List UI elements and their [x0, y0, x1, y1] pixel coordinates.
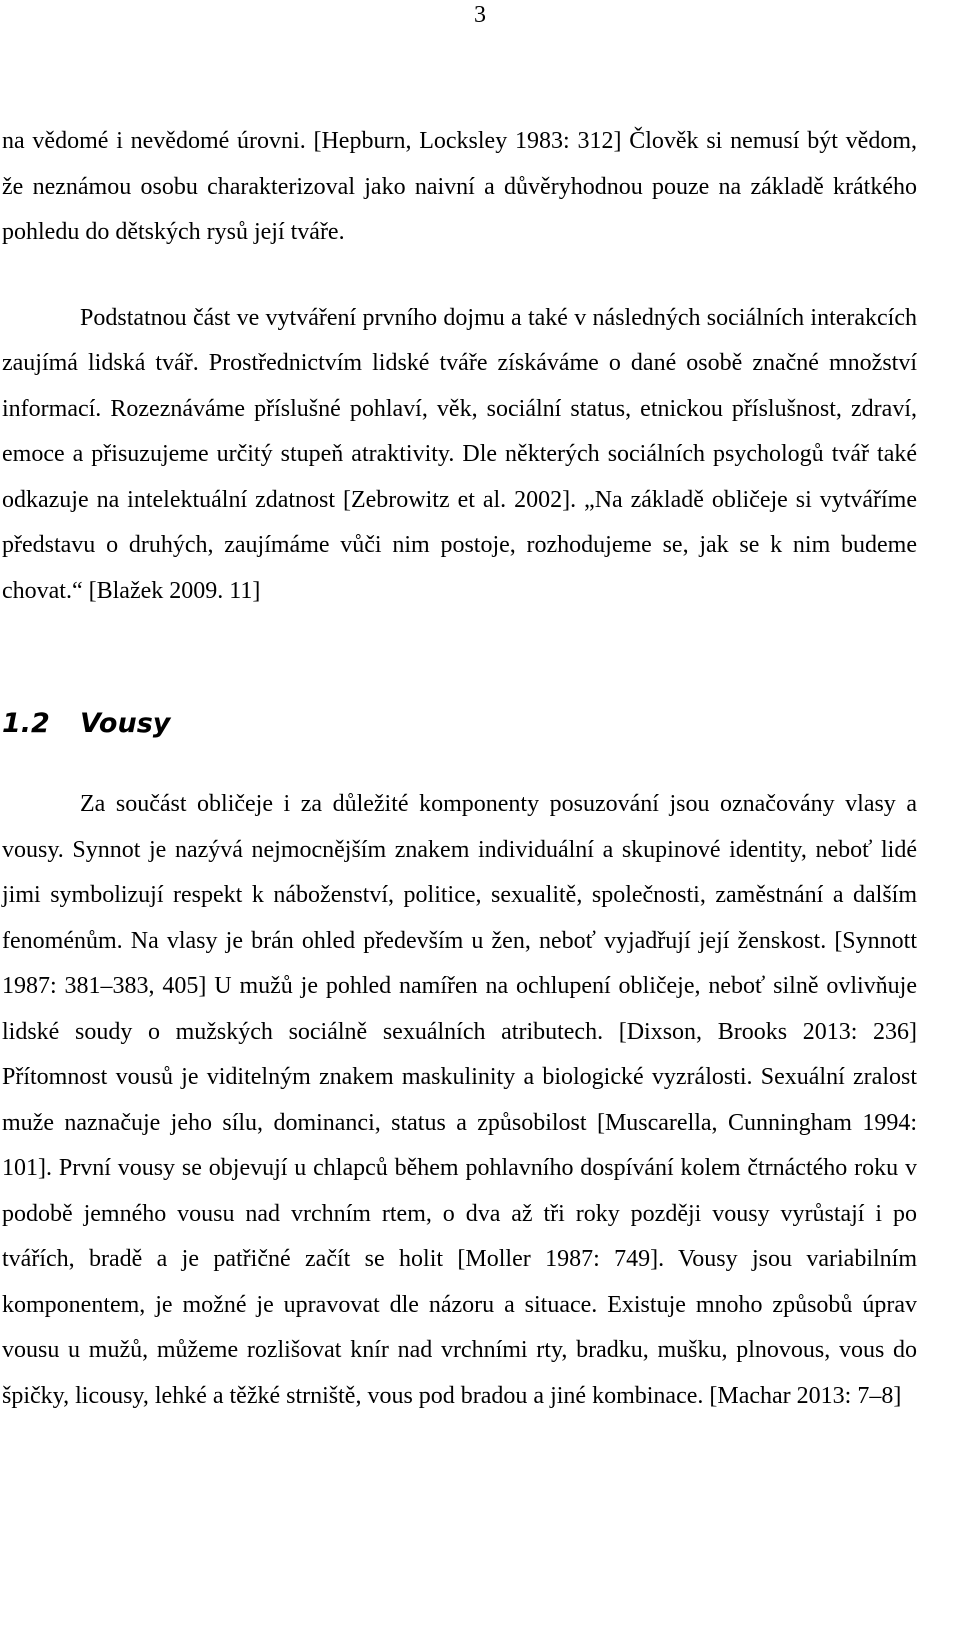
paragraph-gap — [2, 256, 917, 296]
section-number: 1.2 — [2, 708, 50, 739]
paragraph-face-impression: Podstatnou část ve vytváření prvního dojmu a také v následných sociálních interakcích zaujímá lidská tvář. Prostřednictvím lidské tváře získáváme o dané osobě značné množství informací. Rozeznáváme příslušné pohlaví, věk, sociální status, etnickou příslušnost, zdraví, emoce a přisuzujeme určitý stupeň atraktivity. Dle některých sociálních psychologů tvář také odkazuje na intelektuální zdatnost [Zebrowitz et al. 2002]. „Na základě obličeje si vytváříme představu o druhých, zaujímáme vůči nim postoje, rozhodujeme se, jak se k nim budeme chovat.“ [Blažek 2009. 11] — [2, 304, 917, 604]
paragraph-continuation: na vědomé i nevědomé úrovni. [Hepburn, Locksley 1983: 312] Člověk si nemusí být vědom, že neznámou osobu charakterizoval jako naivní a důvěryhodnou pouze na základě krátkého pohledu do dětských rysů její tváře. — [2, 128, 917, 245]
heading-gap-after — [2, 744, 917, 782]
section-title: Vousy — [80, 708, 171, 739]
section-heading — [2, 704, 917, 744]
document-body — [2, 119, 917, 1419]
page-number: 3 — [474, 2, 486, 28]
paragraph-beards: Za součást obličeje i za důležité komponenty posuzování jsou označovány vlasy a vousy. Synnot je nazývá nejmocnějším znakem individuální a skupinové identity, neboť lidé jimi symbolizují respekt k náboženství, politice, sexualitě, společnosti, zaměstnání a dalším fenoménům. Na vlasy je brán ohled především u žen, neboť vyjadřují její ženskost. [Synnott 1987: 381–383, 405] U mužů je pohled namířen na ochlupení obličeje, neboť silně ovlivňuje lidské soudy o mužských sociálně sexuálních atributech. [Dixson, Brooks 2013: 236] Přítomnost vousů je viditelným znakem maskulinity a biologické vyzrálosti. Sexuální zralost muže naznačuje jeho sílu, dominanci, status a způsobilost [Muscarella, Cunningham 1994: 101]. První vousy se objevují u chlapců během pohlavního dospívání kolem čtrnáctého roku v podobě jemného vousu nad vrchním rtem, o dva až tři roky později vousy vyrůstají i po tvářích, bradě a je patřičné začít se holit [Moller 1987: 749]. Vousy jsou variabilním komponentem, je možné je upravovat dle názoru a situace. Existuje mnoho způsobů úprav vousu u mužů, můžeme rozlišovat knír nad vrchními rty, bradku, mušku, plnovous, vous do špičky, licousy, lehké a těžké strniště, vous pod bradou a jiné kombinace. [Machar 2013: 7–8] — [2, 791, 917, 1409]
heading-gap — [2, 614, 917, 704]
